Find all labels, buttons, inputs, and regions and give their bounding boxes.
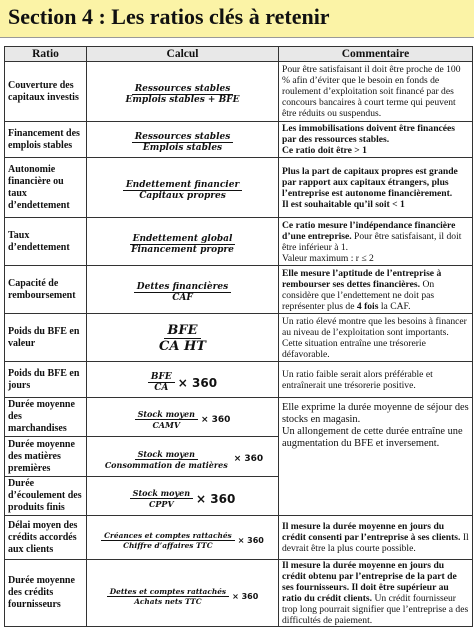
formula-denominator: CPPV [149, 499, 174, 509]
formula-numerator: Dettes financières [134, 282, 231, 293]
formula-multiplier: × 360 [200, 414, 231, 425]
ratio-name: Durée d’écoulement des produits finis [5, 477, 87, 516]
formula-denominator: CA HT [159, 339, 206, 354]
formula-numerator: Stock moyen [135, 409, 198, 420]
formula-denominator: CAF [172, 293, 193, 303]
ratio-name: Durée moyenne des marchandises [5, 398, 87, 437]
table-row [5, 122, 473, 158]
page-title: Section 4 : Les ratios clés à retenir [8, 4, 330, 29]
formula-multiplier: × 360 [233, 454, 264, 464]
ratio-comment: Elle mesure l’aptitude de l’entreprise à rembourser ses dettes financières. On considère que l’endettement ne doit pas représenter plus de 4 fois la CAF. [279, 266, 473, 314]
ratio-formula [87, 362, 279, 398]
formula-denominator: Capitaux propres [139, 191, 226, 201]
header-calcul: Calcul [87, 47, 279, 62]
ratio-formula [87, 266, 279, 314]
header-ratio: Ratio [5, 47, 87, 62]
table-row [5, 218, 473, 266]
table-row [5, 314, 473, 362]
ratio-name: Durée moyenne des crédits fournisseurs [5, 560, 87, 627]
ratio-name: Délai moyen des crédits accordés aux clients [5, 516, 87, 560]
formula-numerator: Endettement global [130, 234, 236, 245]
formula-numerator: Stock moyen [130, 488, 193, 499]
formula-numerator: Stock moyen [135, 449, 198, 460]
formula-denominator: CAMV [152, 420, 181, 430]
ratio-formula [87, 398, 279, 437]
stock-duration-comment: Elle exprime la durée moyenne de séjour des stocks en magasin. Un allongement de cette durée entraîne une augmentation du BFE et inversement. [279, 398, 473, 516]
formula-denominator: Emplois stables + BFE [125, 95, 240, 105]
ratios-table [4, 46, 473, 627]
ratio-formula [87, 477, 279, 516]
ratio-formula [87, 158, 279, 218]
formula-numerator: BFE [164, 323, 200, 339]
ratio-name: Financement des emplois stables [5, 122, 87, 158]
table-row [5, 398, 473, 437]
table-row [5, 62, 473, 122]
ratio-name: Capacité de remboursement [5, 266, 87, 314]
table-row [5, 516, 473, 560]
formula-denominator: CA [154, 383, 169, 393]
ratio-formula [87, 437, 279, 477]
ratio-comment: Plus la part de capitaux propres est grande par rapport aux capitaux étrangers, plus l’entreprise est autonome financièrement. Il est souhaitable qu’il soit < 1 [279, 158, 473, 218]
formula-multiplier: × 360 [177, 375, 218, 390]
formula-denominator: Achats nets TTC [134, 596, 202, 606]
formula-denominator: Emplois stables [142, 143, 223, 153]
ratio-comment: Ce ratio mesure l’indépendance financière d’une entreprise. Pour être satisfaisant, il doit être inférieur à 1. Valeur maximum : r ≤ 2 [279, 218, 473, 266]
formula-numerator: BFE [148, 372, 175, 383]
ratio-name: Durée moyenne des matières premières [5, 437, 87, 477]
ratio-name: Autonomie financière ou taux d’endettement [5, 158, 87, 218]
formula-numerator: Endettement financier [123, 180, 242, 191]
ratio-formula [87, 314, 279, 362]
formula-denominator: Consommation de matières [104, 459, 228, 470]
ratio-name: Taux d’endettement [5, 218, 87, 266]
ratio-comment: Il mesure la durée moyenne en jours du crédit obtenu par l’entreprise de la part de ses fournisseurs. Il doit être supérieur au ratio du crédit clients. Un crédit fournisseur trop long pourrait signifier que l’entreprise a des difficultés de paiement. [279, 560, 473, 627]
title-banner [0, 0, 474, 38]
formula-denominator: Chiffre d’affaires TTC [123, 541, 213, 550]
ratio-formula [87, 560, 279, 627]
table-row [5, 362, 473, 398]
formula-multiplier: × 360 [232, 591, 259, 601]
formula-numerator: Créances et comptes rattachés [101, 531, 235, 541]
formula-numerator: Dettes et comptes rattachés [107, 587, 229, 597]
formula-numerator: Ressources stables [132, 132, 234, 143]
table-header-row [5, 47, 473, 62]
header-commentaire: Commentaire [279, 47, 473, 62]
ratio-name: Poids du BFE en valeur [5, 314, 87, 362]
ratio-comment: Un ratio faible serait alors préférable et entraînerait une trésorerie positive. [279, 362, 473, 398]
ratio-comment: Un ratio élevé montre que les besoins à financer au niveau de l’exploitation sont importants. Cette situation entraîne une trésorerie défavorable. [279, 314, 473, 362]
ratio-comment: Les immobilisations doivent être financées par des ressources stables. Ce ratio doit être > 1 [279, 122, 473, 158]
formula-denominator: Financement propre [131, 245, 234, 255]
ratio-name: Couverture des capitaux investis [5, 62, 87, 122]
ratio-formula [87, 62, 279, 122]
table-row [5, 158, 473, 218]
ratio-formula [87, 516, 279, 560]
ratio-formula [87, 218, 279, 266]
ratio-name: Poids du BFE en jours [5, 362, 87, 398]
formula-multiplier: × 360 [237, 536, 264, 545]
ratio-comment: Il mesure la durée moyenne en jours du crédit consenti par l’entreprise à ses clients. Il devrait être la plus courte possible. [279, 516, 473, 560]
ratio-formula [87, 122, 279, 158]
ratio-comment: Pour être satisfaisant il doit être proche de 100 % afin d’éviter que le besoin en fonds de roulement d’exploitation soit financé par des concours bancaires à court terme qui peuvent être réduits ou suspendus. [279, 62, 473, 122]
formula-numerator: Ressources stables [132, 84, 234, 95]
formula-multiplier: × 360 [196, 491, 236, 506]
table-row [5, 266, 473, 314]
table-row [5, 560, 473, 627]
